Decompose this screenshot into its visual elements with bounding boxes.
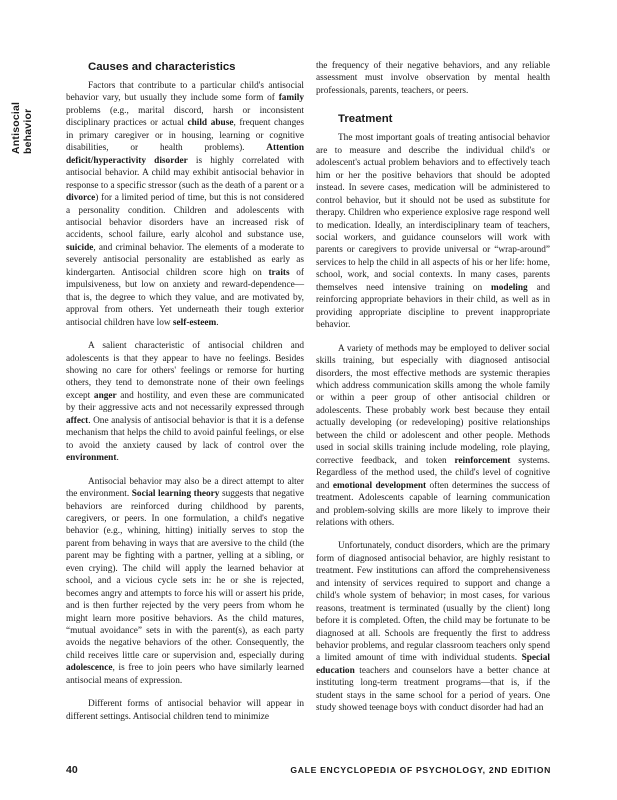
paragraph: Factors that contribute to a particular child's antisocial behavior vary, but usually they include some form of family problems (e.g., marital discord, harsh or inconsistent disciplinary practices or actual child abuse, frequent changes in primary caregiver or in housing, learning or cognitive disabilities, or health problems). Attention deficit/hyperactivity disorder is highly correlated with antisocial behavior. A child may exhibit antisocial behavior in response to a specific stressor (such as the death of a parent or a divorce) for a limited period of time, but this is not considered a personality condition. Children and adolescents with antisocial behavior disorders have an increased risk of accidents, school failure, early alcohol and substance use, suicide, and criminal behavior. The elements of a moderate to severely antisocial personality are established as early as kindergarten. Antisocial children score high on traits of impulsiveness, but low on anxiety and reward-dependence—that is, the degree to which they value, and are motivated by, approval from others. Yet underneath their tough exterior antisocial children have low self-esteem. (66, 81, 304, 328)
keyword: reinforcement (454, 455, 511, 466)
keyword: environment (66, 453, 117, 464)
keyword: suicide (66, 242, 94, 253)
running-footer: GALE ENCYCLOPEDIA OF PSYCHOLOGY, 2ND EDITION (290, 765, 551, 775)
keyword: emotional development (332, 480, 427, 491)
paragraph: Unfortunately, conduct disorders, which are the primary form of diagnosed antisocial behavior, are highly resistant to treatment. Few institutions can afford the comprehensiveness and intensity of services required to support and change a child's whole system of behavior; in most cases, for various reasons, treatment is terminated (usually by the client) long before it is completed. Often, the child may be fortunate to be diagnosed at all. Schools are frequently the first to address behavior problems, and regular classroom teachers only spend a limited amount of time with individual students. Special education teachers and counselors have a better chance at instituting long-term treatment programs—that is, if the student stays in the same school for a period of years. One study showed teenage boys with conduct disorder had had an (316, 541, 550, 714)
keyword: anger (93, 390, 117, 401)
page-number: 40 (66, 764, 78, 776)
side-section-tab: Antisocial behavior (10, 101, 34, 154)
keyword: self-esteem (172, 317, 217, 328)
section-heading-causes: Causes and characteristics (88, 61, 236, 73)
keyword: Attention deficit/hyperactivity disorder (66, 143, 304, 166)
keyword: modeling (491, 282, 528, 293)
paragraph: The most important goals of treating antisocial behavior are to measure and describe the individual child's or adolescent's actual problem behaviors and to effectively teach him or her the positive behaviors that should be adopted instead. In severe cases, medication will be administered to control behavior, but it should not be used as substitute for therapy. Children who experience explosive rage respond well to medication. Ideally, an interdisciplinary team of teachers, social workers, and guidance counselors will work with parents or caregivers to provide universal or “wrap-around” services to help the child in all aspects of his or her life: home, school, work, and social contexts. In many cases, parents themselves need intensive training on modeling and reinforcing appropriate behaviors in their child, as well as in providing appropriate discipline to prevent inappropriate behavior. (316, 133, 551, 331)
keyword: divorce (66, 193, 96, 204)
keyword: Special education (316, 653, 550, 676)
paragraph: A salient characteristic of antisocial children and adolescents is that they appear to have no feelings. Besides showing no care for others' feelings or remorse for hurting others, they tend to demonstrate none of their own feelings except anger and hostility, and even these are communicated by their aggressive acts and not necessarily expressed through affect. One analysis of antisocial behavior is that it is a defense mechanism that helps the child to avoid painful feelings, or else to avoid the anxiety caused by lack of control over the environment. (66, 341, 304, 464)
paragraph: the frequency of their negative behaviors, and any reliable assessment must involve observation by mental health professionals, parents, teachers, or peers. (316, 61, 550, 96)
keyword: Social learning theory (131, 489, 220, 500)
keyword: affect (66, 415, 89, 426)
keyword: child abuse (187, 118, 234, 129)
left-column (66, 60, 304, 734)
paragraph: A variety of methods may be employed to deliver social skills training, but especially with diagnosed antisocial disorders, the most effective methods are systemic therapies which address communication skills among the whole family or within a peer group of other antisocial children or adolescents. These probably work best because they entail actually developing (or redeveloping) positive relationships between the child or adolescent and other people. Methods used in social skills training include modeling, role playing, corrective feedback, and token reinforcement systems. Regardless of the method used, the child's level of cognitive and emotional development often determines the success of treatment. Adolescents capable of learning communication and problem-solving skills are more likely to improve their relations with others. (316, 343, 551, 528)
right-column (316, 60, 550, 726)
keyword: traits (268, 267, 290, 278)
paragraph: Antisocial behavior may also be a direct attempt to alter the environment. Social learning theory suggests that negative behaviors are reinforced during childhood by parents, caregivers, or peers. In one formulation, a child's negative behavior (e.g., whining, hitting) initially serves to stop the parent from behaving in ways that are aversive to the child (the parent may be fighting with a partner, yelling at a sibling, or even crying). The child will apply the learned behavior at school, and a vicious cycle sets in: he or she is rejected, becomes angry and attempts to force his will or assert his pride, and is then further rejected by the very peers from whom he might learn more positive behaviors. As the child matures, “mutual avoidance” sets in with the parent(s), as each party avoids the negative behaviors of the other. Consequently, the child receives little care or supervision and, especially during adolescence, is free to join peers who have similarly learned antisocial means of expression. (66, 476, 304, 686)
keyword: adolescence (66, 663, 113, 674)
section-heading-treatment: Treatment (338, 113, 393, 126)
paragraph: Different forms of antisocial behavior will appear in different settings. Antisocial children tend to minimize (66, 699, 304, 722)
keyword: family (278, 93, 304, 104)
